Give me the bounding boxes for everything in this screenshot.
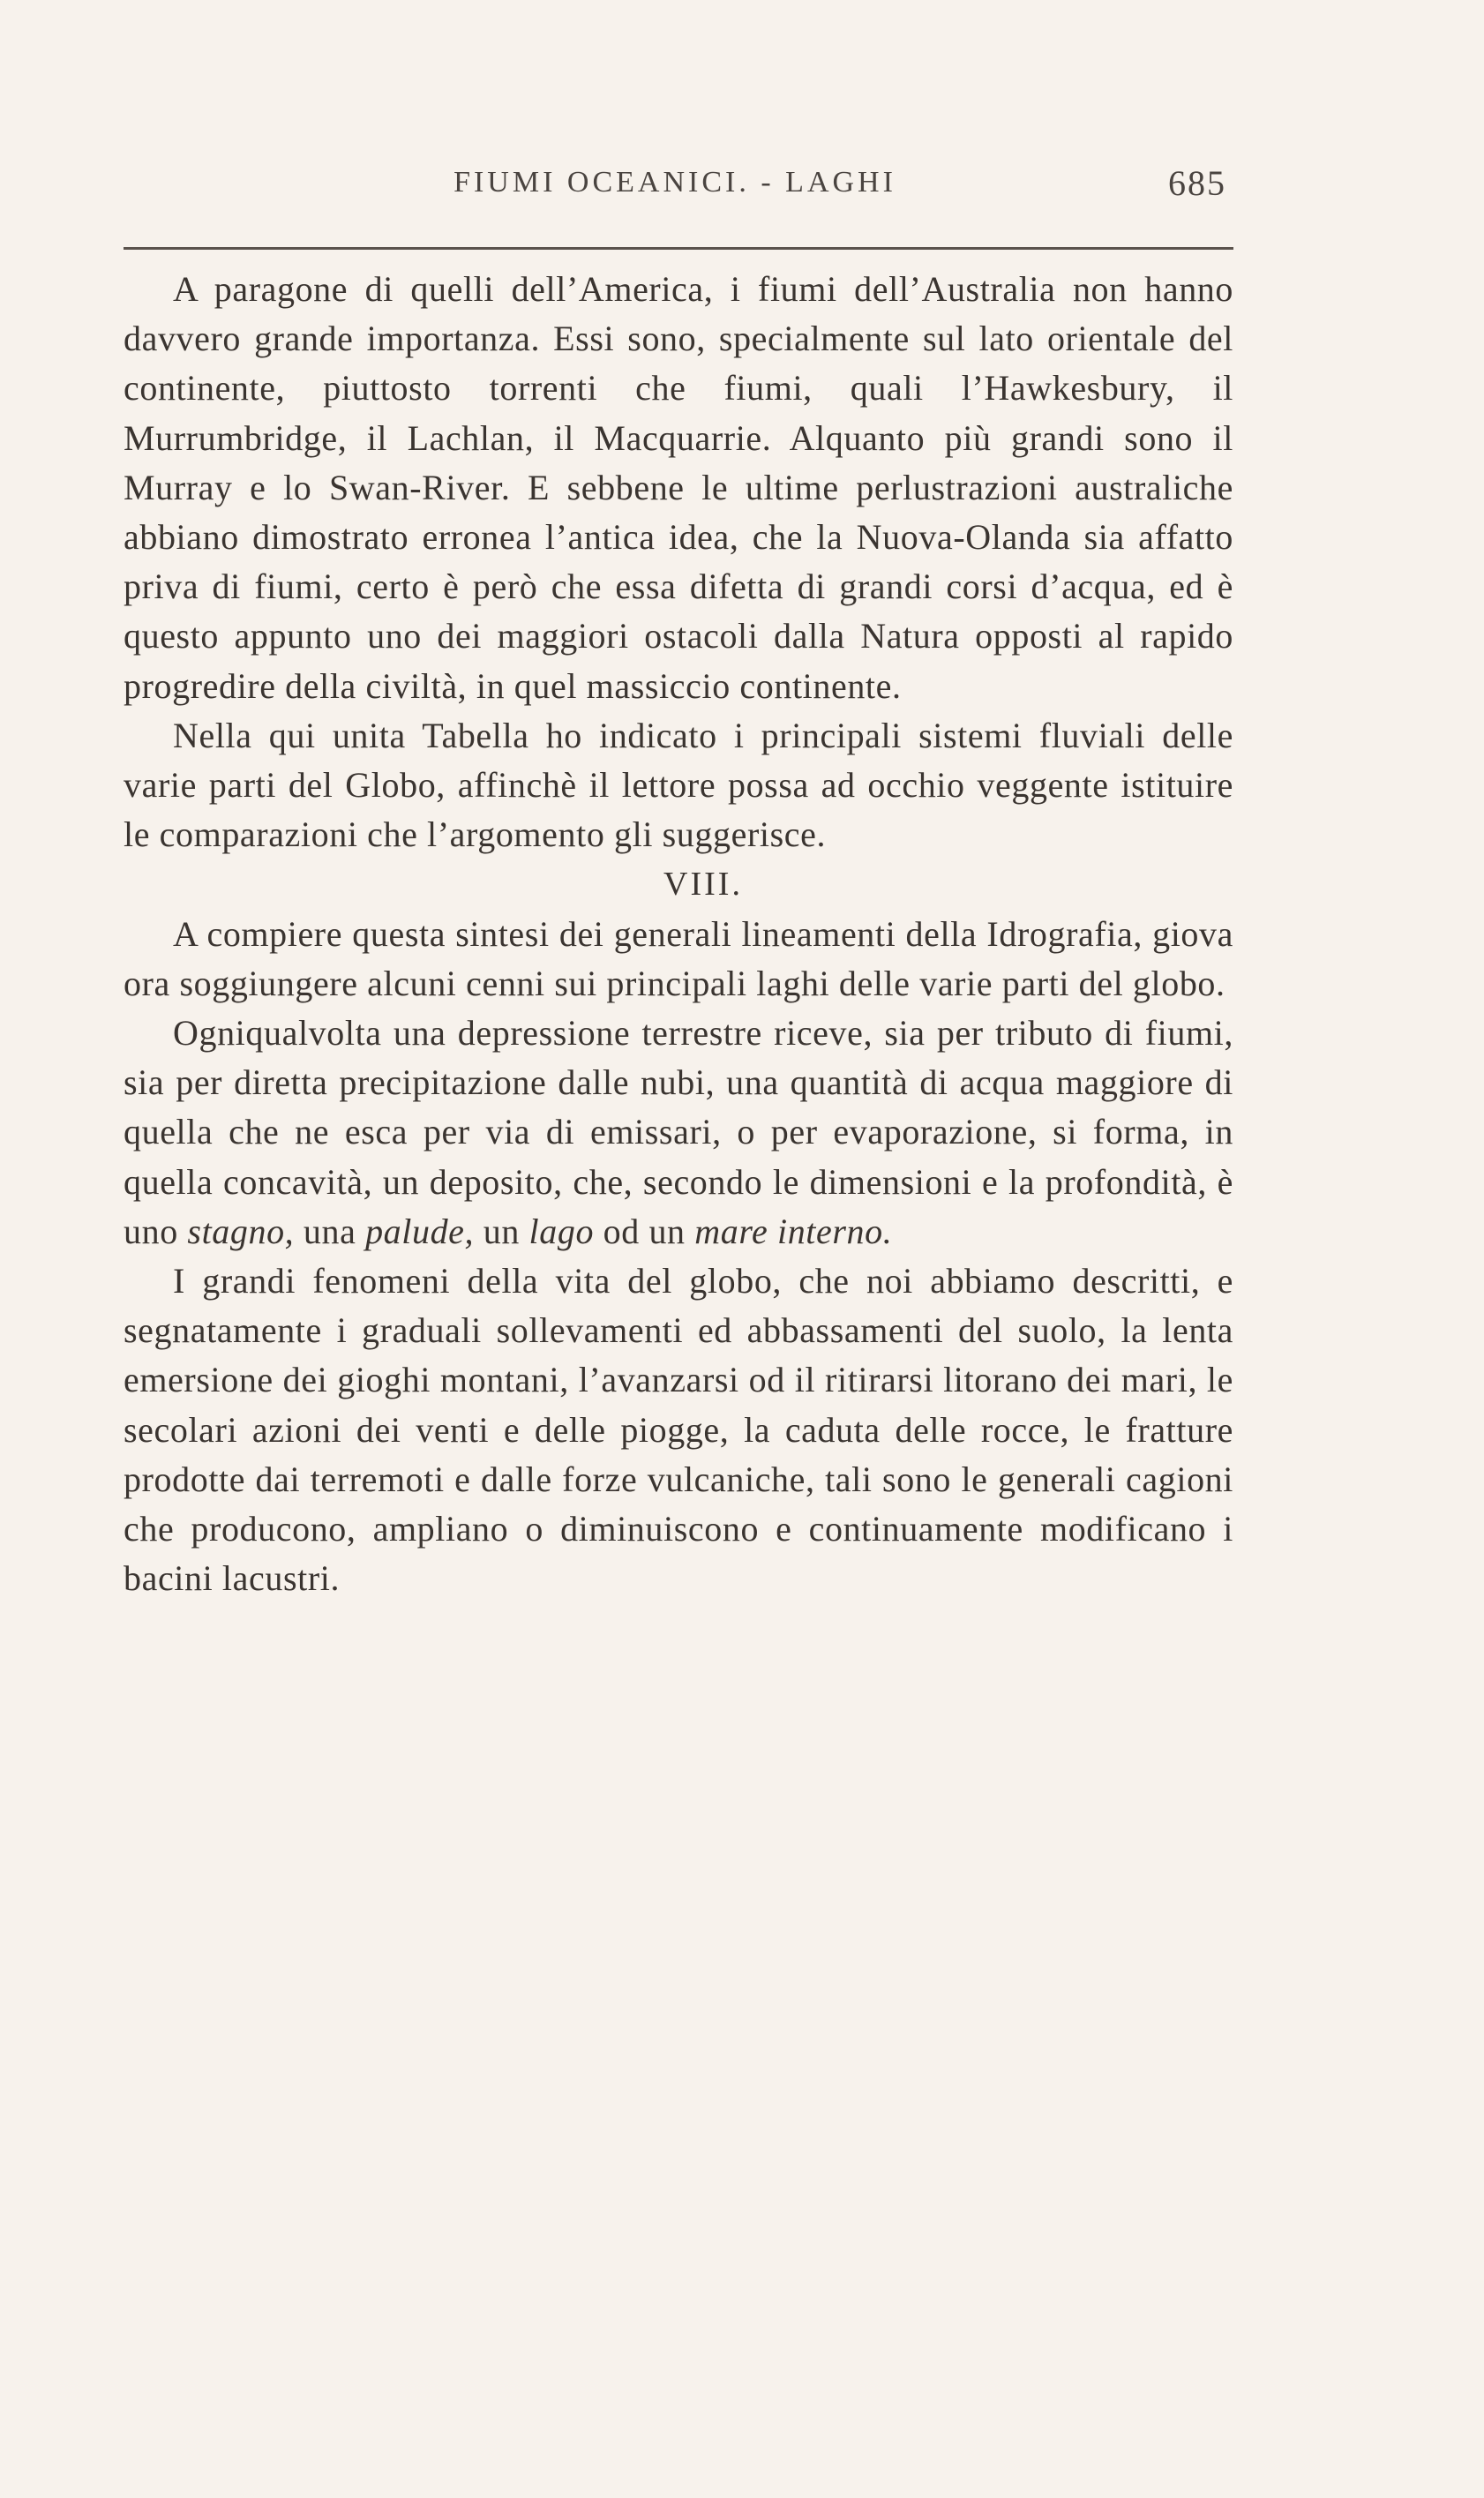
header-rule <box>124 247 1233 250</box>
paragraph-australian-rivers: A paragone di quelli dell’America, i fiumi dell’Australia non hanno davvero grande importanza. Essi sono, specialmente sul lato orientale del continente, piuttosto torrenti che fiumi, quali l’Hawkesbury, il Murrumbridge, il Lachlan, il Macquarrie. Alquanto più grandi sono il Murray e lo Swan-River. E sebbene le ultime perlustrazioni australiche abbiano dimostrato erronea l’antica idea, che la Nuova-Olanda sia affatto priva di fiumi, certo è però che essa difetta di grandi corsi d’acqua, ed è questo appunto uno dei maggiori ostacoli dalla Natura opposti al rapido progredire della civiltà, in quel massiccio continente. <box>124 269 1233 706</box>
separator-1: una <box>294 1211 366 1251</box>
separator-2: un <box>474 1211 529 1251</box>
term-stagno: stagno, <box>187 1211 295 1251</box>
body-text <box>124 265 1233 1603</box>
page-number: 685 <box>1168 163 1226 203</box>
paragraph-lake-formation <box>124 1009 1233 1257</box>
running-head: FIUMI OCEANICI. - LAGHI <box>453 166 896 199</box>
separator-3: od un <box>594 1211 695 1251</box>
term-lago: lago <box>528 1211 595 1251</box>
lake-formation-text: Ogniqualvolta una depressione terrestre riceve, sia per tributo di fiumi, sia per diretta precipitazione dalle nubi, una quantità di acqua maggiore di quella che ne esca per via di emissari, o per evaporazione, si forma, in quella concavità, un deposito, che, secondo le dimensioni e la profondità, è uno <box>124 1013 1233 1251</box>
paragraph-lakes-intro: A compiere questa sintesi dei generali lineamenti della Idrografia, giova ora soggiungere alcuni cenni sui principali laghi delle varie parti del globo. <box>124 913 1233 1003</box>
term-mare-interno: mare interno. <box>694 1211 893 1251</box>
term-palude: palude, <box>365 1211 475 1251</box>
paragraph-river-table: Nella qui unita Tabella ho indicato i principali sistemi fluviali delle varie parti del Globo, affinchè il lettore possa ad occhio veggente istituire le comparazioni che l’argomento gli suggerisce. <box>124 715 1233 855</box>
paragraph-lake-causes: I grandi fenomeni della vita del globo, che noi abbiamo descritti, e segnatamente i graduali sollevamenti ed abbassamenti del suolo, la lenta emersione dei gioghi montani, l’avanzarsi od il ritirarsi litorano dei mari, le secolari azioni dei venti e delle piogge, la caduta delle rocce, le fratture prodotte dai terremoti e dalle forze vulcaniche, tali sono le generali cagioni che producono, ampliano o diminuiscono e continuamente modificano i bacini lacustri. <box>124 1261 1233 1599</box>
page-header <box>124 163 1226 219</box>
section-heading: VIII. <box>663 866 743 904</box>
